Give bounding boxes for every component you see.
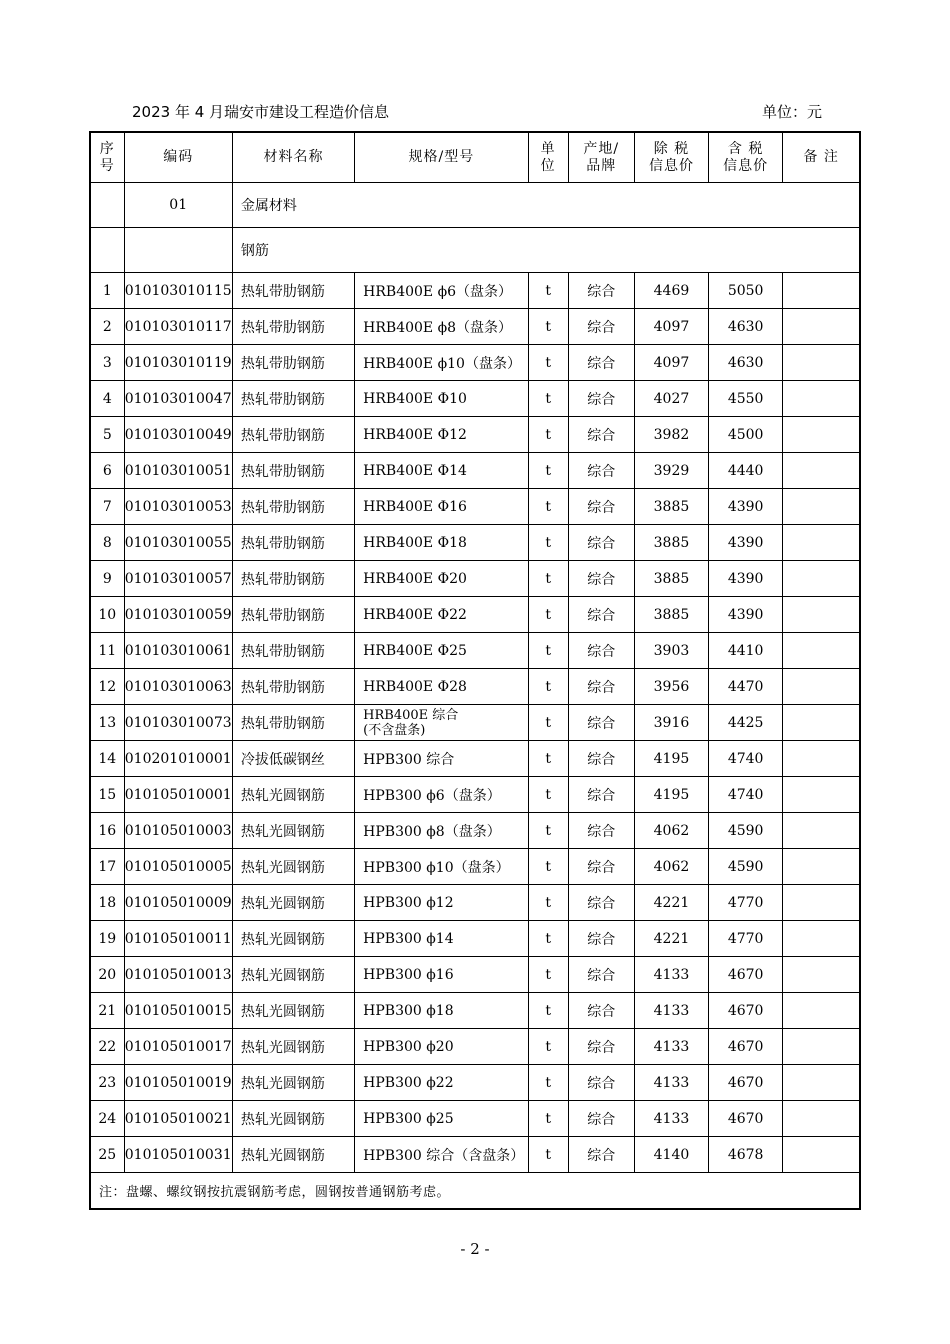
- row-code: 010103010119: [124, 345, 232, 381]
- row-spec: HRB400E Φ14: [355, 453, 528, 489]
- row-unit: t: [528, 669, 568, 705]
- row-spec: HRB400E ϕ6（盘条）: [355, 273, 528, 309]
- row-origin: 综合: [568, 633, 634, 669]
- row-spec: HPB300 ϕ25: [355, 1101, 528, 1137]
- row-remark: [783, 957, 860, 993]
- row-pre-tax-price: 4027: [634, 381, 708, 417]
- row-unit: t: [528, 561, 568, 597]
- col-header-origin: 产地/ 品牌: [568, 132, 634, 183]
- col-header-tax-price: 含 税 信息价: [709, 132, 783, 183]
- row-seq: 23: [90, 1065, 124, 1101]
- row-pre-tax-price: 3903: [634, 633, 708, 669]
- row-material-name: 热轧带肋钢筋: [232, 453, 354, 489]
- row-code: 010103010059: [124, 597, 232, 633]
- table-row: [90, 273, 860, 309]
- row-remark: [783, 453, 860, 489]
- row-origin: 综合: [568, 993, 634, 1029]
- row-tax-price: 4390: [709, 597, 783, 633]
- row-spec: HPB300 综合: [355, 741, 528, 777]
- row-spec: HPB300 ϕ10（盘条）: [355, 849, 528, 885]
- row-material-name: 热轧带肋钢筋: [232, 345, 354, 381]
- row-material-name: 热轧带肋钢筋: [232, 417, 354, 453]
- row-seq: 15: [90, 777, 124, 813]
- row-material-name: 热轧光圆钢筋: [232, 993, 354, 1029]
- row-code: 010103010049: [124, 417, 232, 453]
- row-origin: 综合: [568, 741, 634, 777]
- row-remark: [783, 1137, 860, 1173]
- row-pre-tax-price: 4195: [634, 777, 708, 813]
- row-spec: HPB300 ϕ6（盘条）: [355, 777, 528, 813]
- row-unit: t: [528, 957, 568, 993]
- row-remark: [783, 489, 860, 525]
- row-pre-tax-price: 3885: [634, 597, 708, 633]
- row-pre-tax-price: 4133: [634, 1065, 708, 1101]
- row-spec: HPB300 综合（含盘条）: [355, 1137, 528, 1173]
- row-origin: 综合: [568, 849, 634, 885]
- row-spec: HRB400E ϕ8（盘条）: [355, 309, 528, 345]
- row-spec: HRB400E Φ25: [355, 633, 528, 669]
- table-header-row: [90, 132, 860, 183]
- row-material-name: 热轧带肋钢筋: [232, 597, 354, 633]
- row-tax-price: 5050: [709, 273, 783, 309]
- row-seq: 20: [90, 957, 124, 993]
- category-code: 01: [124, 183, 232, 228]
- col-header-seq: 序 号: [90, 132, 124, 183]
- row-seq: 25: [90, 1137, 124, 1173]
- row-tax-price: 4390: [709, 561, 783, 597]
- row-pre-tax-price: 4062: [634, 813, 708, 849]
- col-header-name: 材料名称: [232, 132, 354, 183]
- document-title: 2023 年 4 月瑞安市建设工程造价信息: [132, 103, 390, 121]
- table-row: [90, 345, 860, 381]
- row-code: 010103010061: [124, 633, 232, 669]
- row-origin: 综合: [568, 273, 634, 309]
- row-origin: 综合: [568, 489, 634, 525]
- row-tax-price: 4740: [709, 741, 783, 777]
- row-material-name: 热轧光圆钢筋: [232, 1065, 354, 1101]
- row-material-name: 冷拔低碳钢丝: [232, 741, 354, 777]
- table-row: [90, 525, 860, 561]
- row-material-name: 热轧光圆钢筋: [232, 957, 354, 993]
- row-seq: 4: [90, 381, 124, 417]
- row-code: 010105010031: [124, 1137, 232, 1173]
- table-row: [90, 885, 860, 921]
- row-code: 010105010021: [124, 1101, 232, 1137]
- row-remark: [783, 705, 860, 741]
- row-seq: 6: [90, 453, 124, 489]
- row-unit: t: [528, 777, 568, 813]
- row-unit: t: [528, 885, 568, 921]
- row-tax-price: 4630: [709, 309, 783, 345]
- unit-label: 单位：元: [761, 103, 822, 121]
- row-tax-price: 4630: [709, 345, 783, 381]
- table-note: 注：盘螺、螺纹钢按抗震钢筋考虑，圆钢按普通钢筋考虑。: [90, 1173, 860, 1210]
- table-row: [90, 669, 860, 705]
- col-header-spec: 规格/型号: [355, 132, 528, 183]
- row-pre-tax-price: 4133: [634, 1101, 708, 1137]
- row-code: 010105010009: [124, 885, 232, 921]
- row-material-name: 热轧带肋钢筋: [232, 525, 354, 561]
- row-seq: 3: [90, 345, 124, 381]
- row-remark: [783, 1065, 860, 1101]
- row-unit: t: [528, 597, 568, 633]
- document-header: [132, 101, 822, 123]
- row-material-name: 热轧带肋钢筋: [232, 669, 354, 705]
- row-remark: [783, 561, 860, 597]
- row-remark: [783, 993, 860, 1029]
- row-material-name: 热轧光圆钢筋: [232, 1101, 354, 1137]
- table-row: [90, 561, 860, 597]
- row-unit: t: [528, 417, 568, 453]
- row-material-name: 热轧光圆钢筋: [232, 1137, 354, 1173]
- row-seq: 18: [90, 885, 124, 921]
- row-pre-tax-price: 4062: [634, 849, 708, 885]
- row-tax-price: 4425: [709, 705, 783, 741]
- row-origin: 综合: [568, 669, 634, 705]
- row-tax-price: 4590: [709, 813, 783, 849]
- row-origin: 综合: [568, 957, 634, 993]
- row-pre-tax-price: 4133: [634, 993, 708, 1029]
- row-spec: HPB300 ϕ14: [355, 921, 528, 957]
- row-pre-tax-price: 3916: [634, 705, 708, 741]
- row-tax-price: 4470: [709, 669, 783, 705]
- row-unit: t: [528, 273, 568, 309]
- row-tax-price: 4550: [709, 381, 783, 417]
- col-header-code: 编码: [124, 132, 232, 183]
- subcategory-row: [90, 228, 860, 273]
- row-code: 010105010013: [124, 957, 232, 993]
- row-material-name: 热轧带肋钢筋: [232, 705, 354, 741]
- row-code: 010103010047: [124, 381, 232, 417]
- row-tax-price: 4678: [709, 1137, 783, 1173]
- row-pre-tax-price: 4469: [634, 273, 708, 309]
- row-origin: 综合: [568, 525, 634, 561]
- row-seq: 7: [90, 489, 124, 525]
- col-header-remark: 备 注: [783, 132, 860, 183]
- row-code: 010105010003: [124, 813, 232, 849]
- row-pre-tax-price: 4140: [634, 1137, 708, 1173]
- row-remark: [783, 777, 860, 813]
- row-seq: 13: [90, 705, 124, 741]
- row-spec: HRB400E ϕ10（盘条）: [355, 345, 528, 381]
- table-row: [90, 777, 860, 813]
- row-remark: [783, 813, 860, 849]
- row-unit: t: [528, 921, 568, 957]
- row-unit: t: [528, 705, 568, 741]
- row-unit: t: [528, 993, 568, 1029]
- row-code: 010105010017: [124, 1029, 232, 1065]
- row-remark: [783, 1101, 860, 1137]
- page-number: - 2 -: [460, 1240, 490, 1258]
- table-row: [90, 1101, 860, 1137]
- row-spec-line2: (不含盘条): [363, 722, 426, 738]
- row-code: 010105010005: [124, 849, 232, 885]
- row-unit: t: [528, 1137, 568, 1173]
- table-row: [90, 1029, 860, 1065]
- row-pre-tax-price: 4195: [634, 741, 708, 777]
- row-material-name: 热轧带肋钢筋: [232, 633, 354, 669]
- row-origin: 综合: [568, 705, 634, 741]
- row-code: 010105010015: [124, 993, 232, 1029]
- row-tax-price: 4670: [709, 957, 783, 993]
- category-row: [90, 183, 860, 228]
- table-row: [90, 417, 860, 453]
- row-origin: 综合: [568, 561, 634, 597]
- row-tax-price: 4410: [709, 633, 783, 669]
- row-remark: [783, 309, 860, 345]
- table-row: [90, 849, 860, 885]
- table-row: [90, 633, 860, 669]
- row-code: 010103010051: [124, 453, 232, 489]
- row-spec: [355, 705, 528, 741]
- col-header-unit: 单 位: [528, 132, 568, 183]
- row-material-name: 热轧带肋钢筋: [232, 273, 354, 309]
- row-origin: 综合: [568, 597, 634, 633]
- row-remark: [783, 885, 860, 921]
- subcategory-code-cell: [124, 228, 232, 273]
- row-origin: 综合: [568, 1065, 634, 1101]
- row-tax-price: 4740: [709, 777, 783, 813]
- row-tax-price: 4770: [709, 885, 783, 921]
- row-tax-price: 4440: [709, 453, 783, 489]
- row-unit: t: [528, 489, 568, 525]
- row-seq: 10: [90, 597, 124, 633]
- row-remark: [783, 381, 860, 417]
- row-code: 010103010117: [124, 309, 232, 345]
- row-spec: HRB400E Φ20: [355, 561, 528, 597]
- price-table: [89, 131, 861, 1210]
- note-row: [90, 1173, 860, 1210]
- table-row: [90, 1137, 860, 1173]
- row-origin: 综合: [568, 453, 634, 489]
- row-pre-tax-price: 3885: [634, 525, 708, 561]
- table-row: [90, 921, 860, 957]
- row-spec: HPB300 ϕ18: [355, 993, 528, 1029]
- row-seq: 21: [90, 993, 124, 1029]
- table-row: [90, 381, 860, 417]
- row-remark: [783, 849, 860, 885]
- row-origin: 综合: [568, 1029, 634, 1065]
- row-unit: t: [528, 633, 568, 669]
- row-unit: t: [528, 849, 568, 885]
- row-tax-price: 4670: [709, 1065, 783, 1101]
- row-remark: [783, 597, 860, 633]
- table-row: [90, 957, 860, 993]
- category-seq-cell: [90, 183, 124, 228]
- row-seq: 24: [90, 1101, 124, 1137]
- table-row: [90, 993, 860, 1029]
- row-tax-price: 4500: [709, 417, 783, 453]
- row-pre-tax-price: 4133: [634, 957, 708, 993]
- table-row: [90, 489, 860, 525]
- table-row: [90, 597, 860, 633]
- row-origin: 综合: [568, 417, 634, 453]
- row-code: 010105010001: [124, 777, 232, 813]
- row-material-name: 热轧光圆钢筋: [232, 777, 354, 813]
- row-seq: 17: [90, 849, 124, 885]
- row-spec: HPB300 ϕ22: [355, 1065, 528, 1101]
- row-origin: 综合: [568, 813, 634, 849]
- row-material-name: 热轧光圆钢筋: [232, 921, 354, 957]
- row-origin: 综合: [568, 1137, 634, 1173]
- row-remark: [783, 273, 860, 309]
- row-unit: t: [528, 741, 568, 777]
- row-pre-tax-price: 4221: [634, 885, 708, 921]
- row-remark: [783, 921, 860, 957]
- row-spec: HRB400E Φ16: [355, 489, 528, 525]
- row-code: 010105010019: [124, 1065, 232, 1101]
- row-material-name: 热轧带肋钢筋: [232, 309, 354, 345]
- row-origin: 综合: [568, 921, 634, 957]
- row-pre-tax-price: 3885: [634, 561, 708, 597]
- row-origin: 综合: [568, 885, 634, 921]
- row-material-name: 热轧光圆钢筋: [232, 885, 354, 921]
- row-pre-tax-price: 3982: [634, 417, 708, 453]
- table-row: [90, 1065, 860, 1101]
- row-seq: 16: [90, 813, 124, 849]
- row-spec: HRB400E Φ22: [355, 597, 528, 633]
- row-spec: HPB300 ϕ12: [355, 885, 528, 921]
- row-seq: 19: [90, 921, 124, 957]
- row-spec: HPB300 ϕ20: [355, 1029, 528, 1065]
- row-material-name: 热轧光圆钢筋: [232, 849, 354, 885]
- row-origin: 综合: [568, 381, 634, 417]
- row-unit: t: [528, 1029, 568, 1065]
- row-seq: 9: [90, 561, 124, 597]
- row-spec: HPB300 ϕ16: [355, 957, 528, 993]
- row-unit: t: [528, 381, 568, 417]
- row-material-name: 热轧带肋钢筋: [232, 489, 354, 525]
- row-spec-line1: HRB400E 综合: [363, 707, 459, 723]
- row-seq: 8: [90, 525, 124, 561]
- row-unit: t: [528, 1065, 568, 1101]
- row-tax-price: 4770: [709, 921, 783, 957]
- row-spec: HRB400E Φ12: [355, 417, 528, 453]
- row-material-name: 热轧带肋钢筋: [232, 561, 354, 597]
- row-remark: [783, 741, 860, 777]
- table-row: [90, 309, 860, 345]
- row-unit: t: [528, 453, 568, 489]
- row-tax-price: 4670: [709, 1101, 783, 1137]
- row-spec: HRB400E Φ28: [355, 669, 528, 705]
- row-origin: 综合: [568, 1101, 634, 1137]
- row-code: 010103010115: [124, 273, 232, 309]
- category-name: 金属材料: [232, 183, 860, 228]
- row-seq: 11: [90, 633, 124, 669]
- row-code: 010103010063: [124, 669, 232, 705]
- row-remark: [783, 525, 860, 561]
- table-row: [90, 813, 860, 849]
- row-remark: [783, 417, 860, 453]
- row-origin: 综合: [568, 345, 634, 381]
- row-pre-tax-price: 4097: [634, 309, 708, 345]
- row-code: 010103010073: [124, 705, 232, 741]
- subcategory-name: 钢筋: [232, 228, 860, 273]
- table-row: [90, 453, 860, 489]
- row-unit: t: [528, 345, 568, 381]
- table-row: [90, 741, 860, 777]
- row-tax-price: 4390: [709, 489, 783, 525]
- row-remark: [783, 633, 860, 669]
- row-seq: 12: [90, 669, 124, 705]
- row-seq: 14: [90, 741, 124, 777]
- row-pre-tax-price: 4221: [634, 921, 708, 957]
- row-unit: t: [528, 309, 568, 345]
- row-spec: HRB400E Φ18: [355, 525, 528, 561]
- row-tax-price: 4390: [709, 525, 783, 561]
- row-remark: [783, 1029, 860, 1065]
- row-pre-tax-price: 3929: [634, 453, 708, 489]
- row-tax-price: 4670: [709, 993, 783, 1029]
- col-header-pre-tax-price: 除 税 信息价: [634, 132, 708, 183]
- row-seq: 22: [90, 1029, 124, 1065]
- row-origin: 综合: [568, 309, 634, 345]
- row-remark: [783, 669, 860, 705]
- row-material-name: 热轧光圆钢筋: [232, 813, 354, 849]
- row-unit: t: [528, 1101, 568, 1137]
- row-code: 010105010011: [124, 921, 232, 957]
- row-seq: 2: [90, 309, 124, 345]
- row-code: 010103010057: [124, 561, 232, 597]
- row-pre-tax-price: 4133: [634, 1029, 708, 1065]
- row-tax-price: 4670: [709, 1029, 783, 1065]
- row-origin: 综合: [568, 777, 634, 813]
- row-pre-tax-price: 4097: [634, 345, 708, 381]
- row-seq: 1: [90, 273, 124, 309]
- row-tax-price: 4590: [709, 849, 783, 885]
- row-pre-tax-price: 3885: [634, 489, 708, 525]
- row-code: 010103010053: [124, 489, 232, 525]
- row-spec: HRB400E Φ10: [355, 381, 528, 417]
- row-spec: HPB300 ϕ8（盘条）: [355, 813, 528, 849]
- table-row: [90, 705, 860, 741]
- row-seq: 5: [90, 417, 124, 453]
- row-code: 010103010055: [124, 525, 232, 561]
- row-material-name: 热轧带肋钢筋: [232, 381, 354, 417]
- row-material-name: 热轧光圆钢筋: [232, 1029, 354, 1065]
- subcategory-seq-cell: [90, 228, 124, 273]
- row-code: 010201010001: [124, 741, 232, 777]
- row-unit: t: [528, 525, 568, 561]
- row-unit: t: [528, 813, 568, 849]
- row-remark: [783, 345, 860, 381]
- row-pre-tax-price: 3956: [634, 669, 708, 705]
